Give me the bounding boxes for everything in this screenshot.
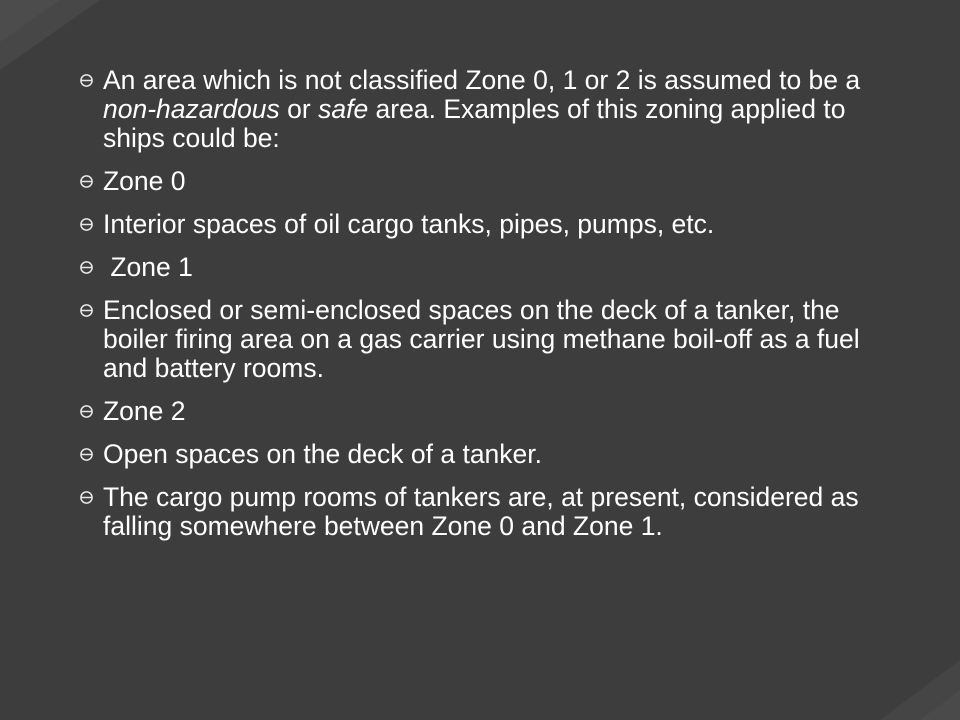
bullet-text: Interior spaces of oil cargo tanks, pipes, pumps, etc. (103, 209, 715, 239)
bullet-text: Zone 2 (103, 396, 186, 426)
bullet-item-unclassified-area (80, 66, 910, 153)
bullet-text: Open spaces on the deck of a tanker. (103, 439, 543, 469)
circle-target-icon (80, 405, 93, 418)
bullet-item-zone-0 (80, 167, 910, 196)
circle-target-icon (80, 261, 93, 274)
slide-body (80, 66, 910, 555)
circle-target-icon (80, 218, 93, 231)
bullet-text-part: An area which is not classified Zone 0, 1 or 2 is assumed to be a (103, 65, 861, 95)
circle-target-icon (80, 74, 93, 87)
bullet-text-part: area. Examples of this zoning applied to ships could be: (103, 94, 846, 153)
bullet-text: The cargo pump rooms of tankers are, at present, considered as falling somewhere between Zone 0 and Zone 1. (103, 482, 859, 541)
non-hazardous-emphasis: non-hazardous (103, 94, 280, 124)
circle-target-icon (80, 175, 93, 188)
bullet-text: Zone 1 (103, 252, 193, 282)
circle-target-icon (80, 448, 93, 461)
bullet-item-zone-1 (80, 253, 910, 282)
bullet-text-part: or (279, 94, 319, 124)
bullet-text: Zone 0 (103, 166, 186, 196)
bullet-list (80, 66, 910, 541)
bullet-item-cargo-pump-rooms (80, 483, 910, 541)
bullet-item-zone-1-examples (80, 296, 910, 383)
bullet-item-zone-0-examples (80, 210, 910, 239)
bullet-text: Enclosed or semi-enclosed spaces on the deck of a tanker, the boiler firing area on a gas carrier using methane boil-off as a fuel and battery rooms. (103, 295, 860, 383)
bullet-item-zone-2 (80, 397, 910, 426)
safe-emphasis: safe (318, 94, 369, 124)
circle-target-icon (80, 491, 93, 504)
bullet-item-zone-2-examples (80, 440, 910, 469)
circle-target-icon (80, 304, 93, 317)
